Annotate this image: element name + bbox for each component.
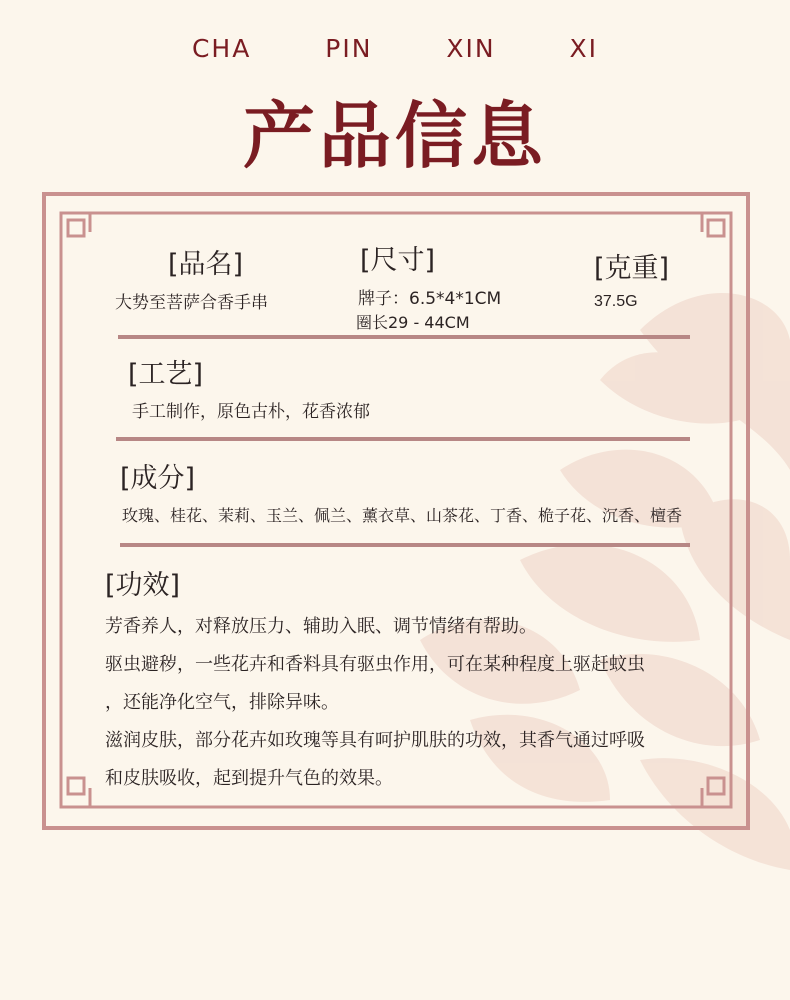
effects-line: 和皮肤吸收，起到提升气色的效果。	[105, 768, 393, 789]
name-label: [品名]	[168, 249, 244, 280]
craft-value: 手工制作，原色古朴，花香浓郁	[132, 402, 370, 422]
effects-line: ，还能净化空气，排除异味。	[105, 692, 339, 713]
pinyin-word: XI	[569, 34, 599, 63]
size-label: [尺寸]	[360, 245, 436, 276]
name-value: 大势至菩萨合香手串	[115, 293, 268, 313]
pinyin-word: PIN	[325, 34, 373, 63]
effects-line: 驱虫避秽，一些花卉和香料具有驱虫作用，可在某种程度上驱赶蚊虫	[105, 654, 645, 675]
pinyin-word: XIN	[446, 34, 496, 63]
effects-label: [功效]	[105, 570, 181, 601]
section-divider	[116, 437, 690, 441]
pinyin-word: CHA	[191, 34, 252, 63]
page-title: 产品信息	[242, 93, 547, 178]
effects-line: 芳香养人，对释放压力、辅助入眠、调节情绪有帮助。	[105, 616, 537, 637]
section-divider	[118, 335, 690, 339]
ingredients-label: [成分]	[120, 463, 196, 494]
weight-label: [克重]	[594, 253, 670, 284]
size-plate-value: 牌子：6.5*4*1CM	[358, 289, 502, 309]
craft-label: [工艺]	[128, 359, 204, 390]
ingredients-value: 玫瑰、桂花、茉莉、玉兰、佩兰、薰衣草、山茶花、丁香、桅子花、沉香、檀香	[122, 506, 683, 525]
size-circumference-value: 圈长29 - 44CM	[356, 313, 470, 332]
effects-line: 滋润皮肤，部分花卉如玫瑰等具有呵护肌肤的功效，其香气通过呼吸	[105, 730, 645, 751]
weight-value: 37.5G	[594, 293, 638, 310]
section-divider	[120, 543, 690, 547]
